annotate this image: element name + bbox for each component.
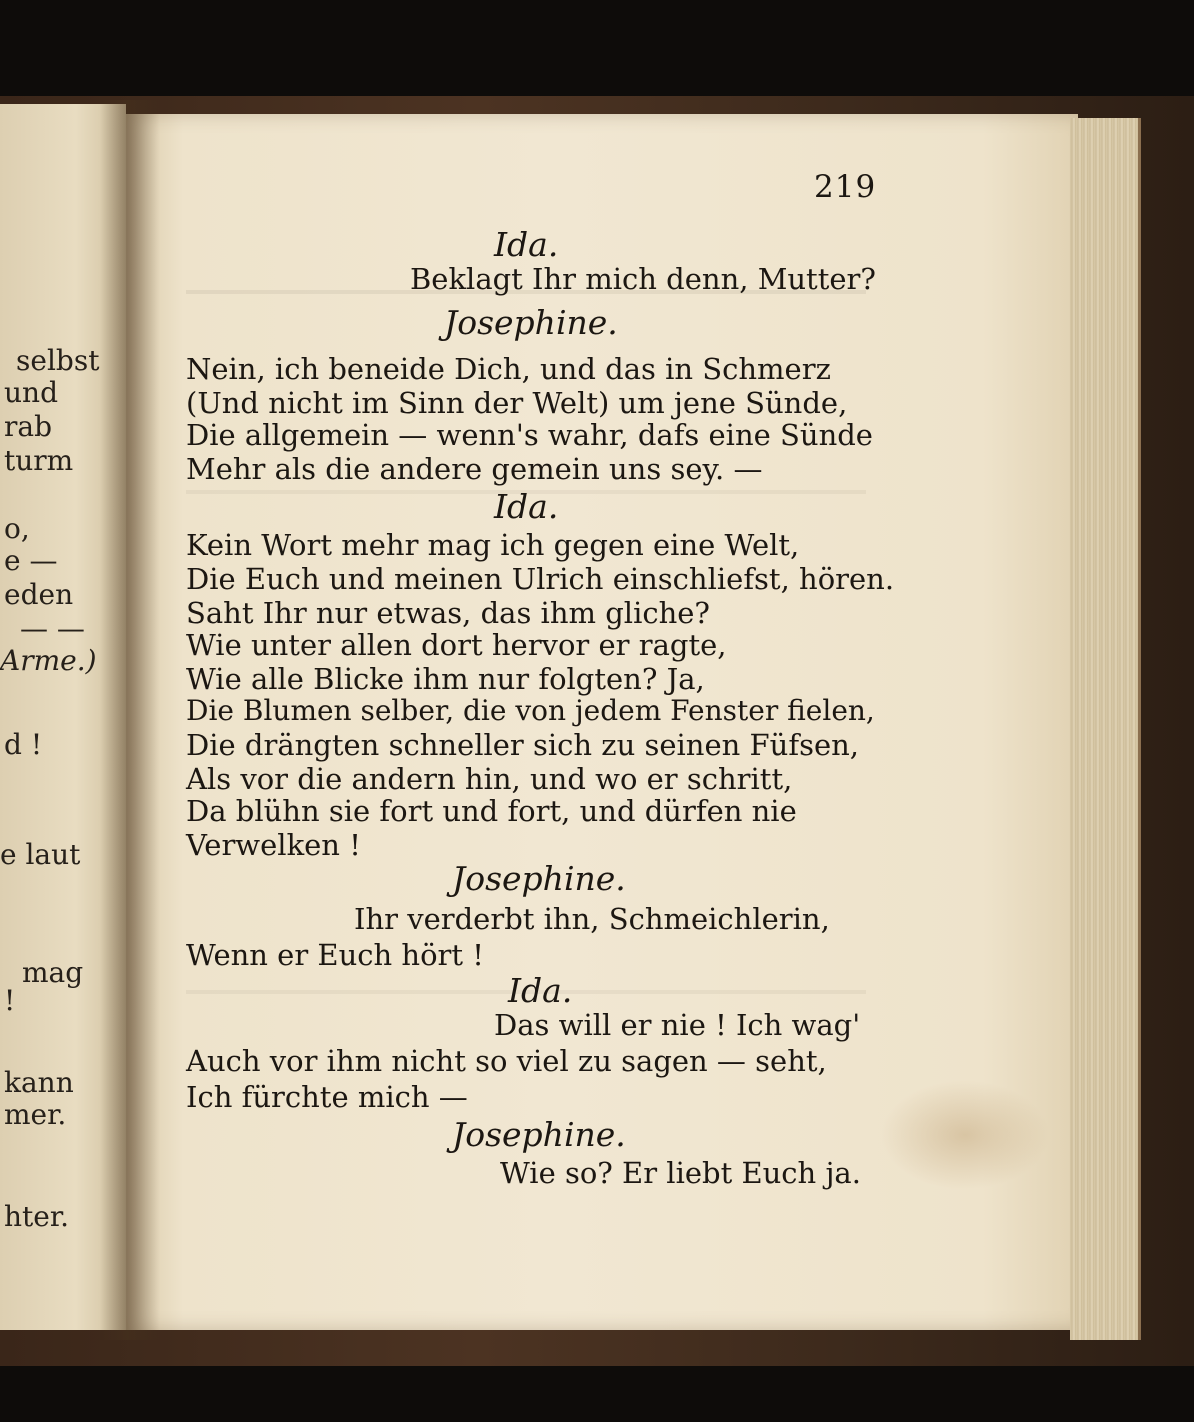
left-fragment: mer.	[4, 1098, 67, 1131]
left-fragment: Arme.)	[0, 644, 97, 677]
verse-line: Beklagt Ihr mich denn, Mutter?	[410, 262, 876, 296]
left-fragment: d !	[4, 728, 43, 761]
left-fragment: und	[4, 376, 58, 409]
verse-line: Verwelken !	[186, 828, 361, 862]
speaker-name: Ida.	[494, 225, 559, 264]
page-number: 219	[814, 169, 877, 205]
verse-line: Da blühn sie fort und fort, und dürfen nie	[186, 794, 797, 828]
speaker-name: Josephine.	[452, 1115, 626, 1154]
verse-line: Wie so? Er liebt Euch ja.	[500, 1156, 861, 1190]
verse-line: (Und nicht im Sinn der Welt) um jene Sünde,	[186, 386, 848, 420]
verse-line: Die drängten schneller sich zu seinen Füfsen,	[186, 728, 860, 762]
verse-line: Die allgemein — wenn's wahr, dafs eine Sünde	[186, 418, 873, 452]
verse-line: Saht Ihr nur etwas, das ihm gliche?	[186, 596, 710, 630]
verse-line: Auch vor ihm nicht so viel zu sagen — seht,	[186, 1044, 827, 1078]
verse-line: Kein Wort mehr mag ich gegen eine Welt,	[186, 528, 800, 562]
left-fragment: !	[4, 984, 16, 1017]
left-fragment: mag	[22, 956, 84, 989]
left-fragment: rab	[4, 410, 53, 443]
verse-line: Mehr als die andere gemein uns sey. —	[186, 452, 763, 486]
verse-line: Wie unter allen dort hervor er ragte,	[186, 628, 727, 662]
verse-line: Die Blumen selber, die von jedem Fenster fielen,	[186, 694, 875, 727]
left-fragment: hter.	[4, 1200, 70, 1233]
paper-stain	[880, 1080, 1050, 1190]
left-fragment: — —	[20, 612, 85, 645]
speaker-name: Ida.	[508, 971, 573, 1010]
page-edges	[1070, 118, 1141, 1340]
left-fragment: e laut	[0, 838, 81, 871]
left-fragment: turm	[4, 444, 74, 477]
verse-line: Wie alle Blicke ihm nur folgten? Ja,	[186, 662, 705, 696]
verse-line: Nein, ich beneide Dich, und das in Schmerz	[186, 352, 831, 386]
left-fragment: e —	[4, 544, 58, 577]
left-fragment: eden	[4, 578, 74, 611]
speaker-name: Josephine.	[444, 303, 618, 342]
verse-line: Als vor die andern hin, und wo er schritt,	[186, 762, 793, 796]
left-fragment: o,	[4, 512, 30, 545]
left-fragment: kann	[4, 1066, 74, 1099]
book-gutter	[100, 100, 160, 1340]
left-fragment: selbst	[16, 344, 100, 377]
verse-line: Ich fürchte mich —	[186, 1080, 468, 1114]
verse-line: Die Euch und meinen Ulrich einschliefst, hören.	[186, 562, 895, 596]
verse-line: Das will er nie ! Ich wag'	[494, 1008, 861, 1042]
verse-line: Ihr verderbt ihn, Schmeichlerin,	[354, 902, 830, 936]
speaker-name: Ida.	[494, 487, 559, 526]
verse-line: Wenn er Euch hört !	[186, 938, 484, 972]
speaker-name: Josephine.	[452, 859, 626, 898]
